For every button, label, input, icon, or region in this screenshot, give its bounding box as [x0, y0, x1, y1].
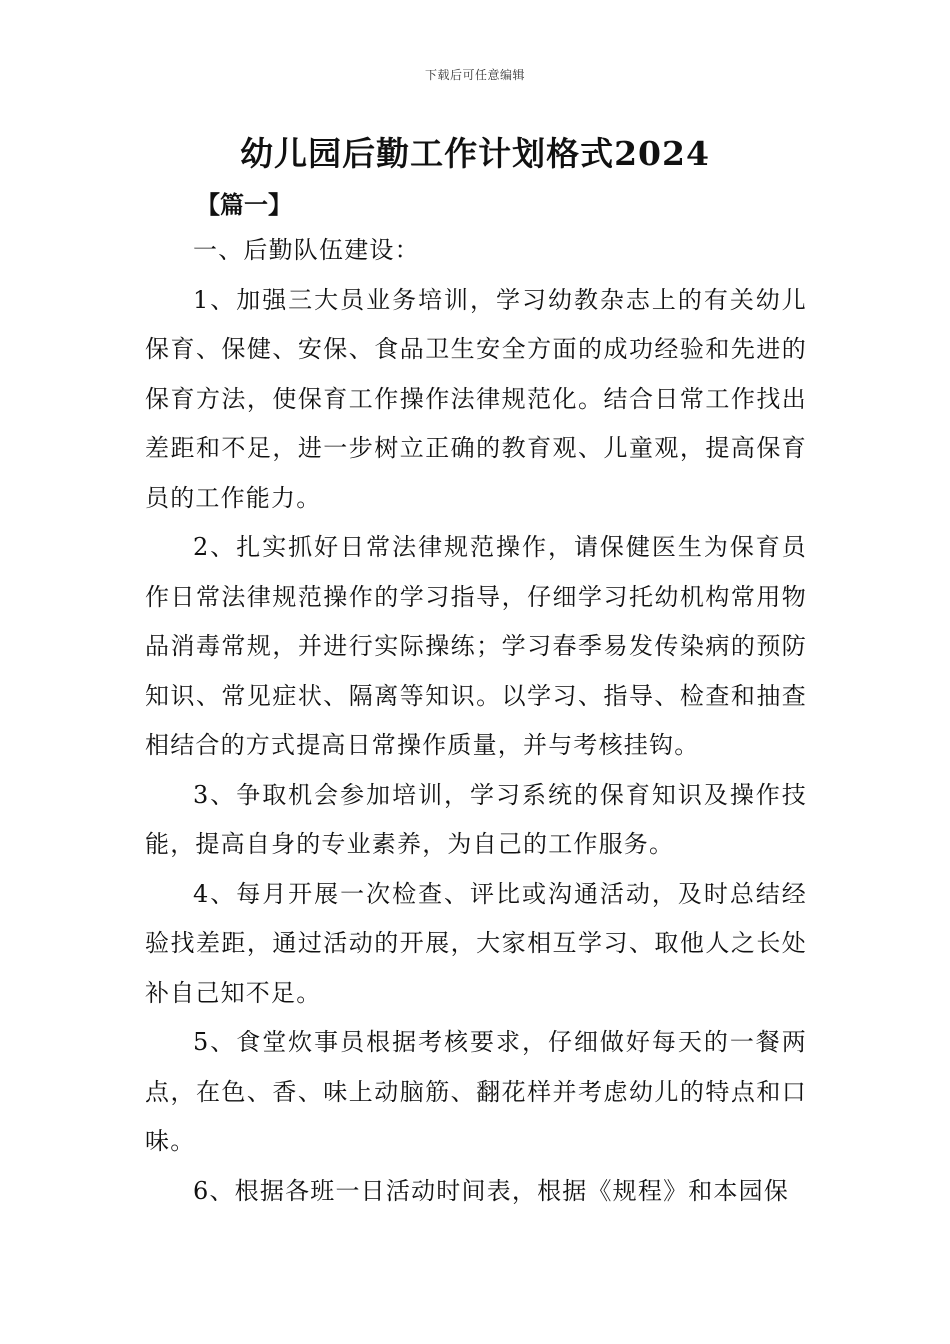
paragraph-heading: 一、后勤队伍建设：: [193, 236, 420, 264]
paragraph: 2、扎实抓好日常法律规范操作，请保健医生为保育员作日常法律规范操作的学习指导，仔细学习托幼机构常用物品消毒常规，并进行实际操练；学习春季易发传染病的预防知识、常见症状、隔离等知识。以学习、指导、检查和抽查相结合的方式提高日常操作质量，并与考核挂钩。: [145, 533, 807, 759]
body-text: [145, 226, 807, 1216]
paragraph: 3、争取机会参加培训，学习系统的保育知识及操作技能，提高自身的专业素养，为自己的工作服务。: [145, 780, 807, 858]
document-title: 幼儿园后勤工作计划格式2024: [240, 134, 710, 173]
paragraph: 5、食堂炊事员根据考核要求，仔细做好每天的一餐两点，在色、香、味上动脑筋、翻花样并考虑幼儿的特点和口味。: [145, 1028, 807, 1155]
paragraph: 6、根据各班一日活动时间表，根据《规程》和本园保: [193, 1176, 790, 1205]
header-note: 下载后可任意编辑: [424, 68, 525, 82]
paragraph: 4、每月开展一次检查、评比或沟通活动，及时总结经验找差距，通过活动的开展，大家相互学习、取他人之长处补自己知不足。: [145, 879, 807, 1007]
paragraph: 1、加强三大员业务培训，学习幼教杂志上的有关幼儿保育、保健、安保、食品卫生安全方面的成功经验和先进的保育方法，使保育工作操作法律规范化。结合日常工作找出差距和不足，进一步树立正确的教育观、儿童观，提高保育员的工作能力。: [145, 285, 807, 512]
section-label: 【篇一】: [196, 190, 292, 219]
